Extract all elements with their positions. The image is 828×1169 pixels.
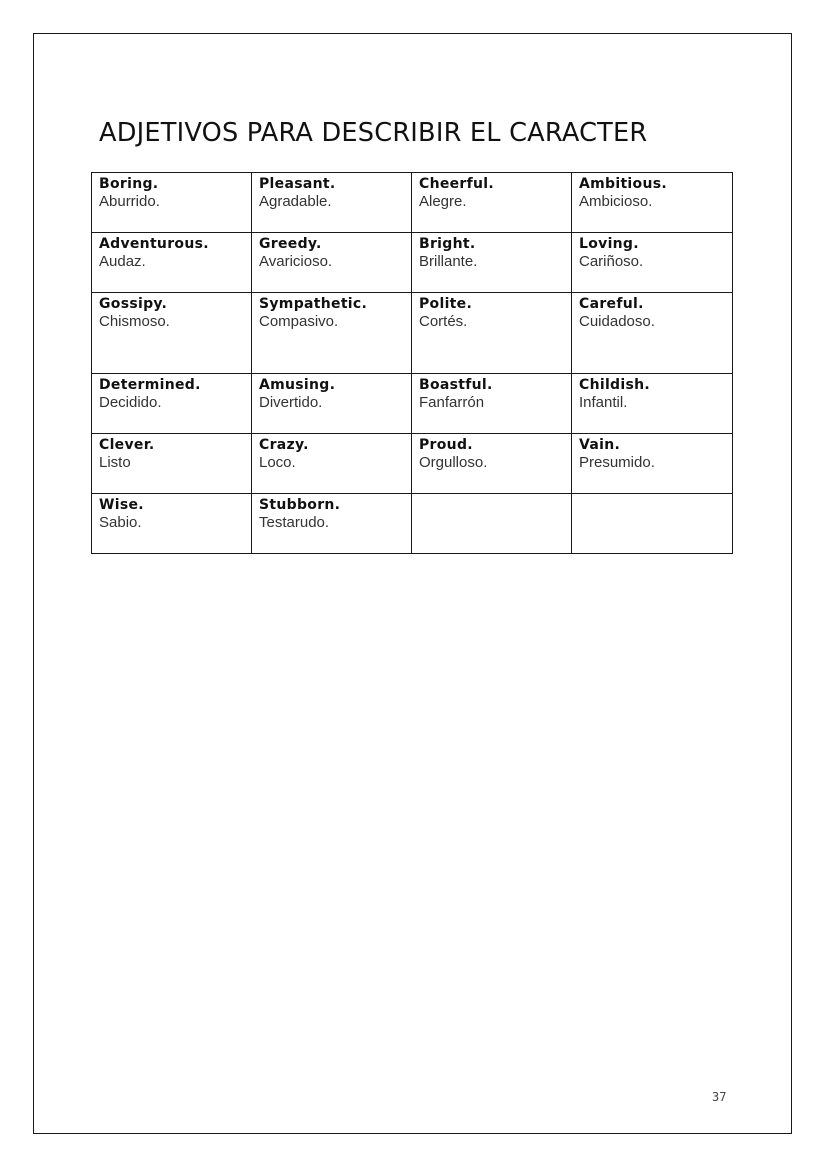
table-cell [92,374,252,434]
spanish-translation: Loco. [259,454,296,471]
table-cell [572,494,733,554]
spanish-translation: Ambicioso. [579,193,653,210]
english-adjective: Pleasant. [259,176,336,192]
spanish-translation: Divertido. [259,394,323,411]
spanish-translation: Alegre. [419,193,467,210]
spanish-translation: Cuidadoso. [579,313,655,330]
table-cell [412,494,572,554]
table-row [92,293,733,374]
table-cell [92,233,252,293]
spanish-translation: Aburrido. [99,193,160,210]
spanish-translation: Brillante. [419,253,478,270]
spanish-translation: Orgulloso. [419,454,488,471]
table-cell [92,293,252,374]
spanish-translation: Decidido. [99,394,162,411]
english-adjective: Gossipy. [99,296,168,312]
adjectives-table [91,172,733,554]
english-adjective: Cheerful. [419,176,495,192]
spanish-translation: Testarudo. [259,514,330,531]
spanish-translation: Cariñoso. [579,253,644,270]
english-adjective: Ambitious. [579,176,667,192]
table-row [92,173,733,233]
table-row [92,233,733,293]
table-row [92,434,733,494]
spanish-translation: Presumido. [579,454,655,471]
table-cell [252,374,412,434]
english-adjective: Boastful. [419,377,493,393]
table-cell [572,374,733,434]
english-adjective: Bright. [419,236,476,252]
table-cell [572,293,733,374]
table-cell [572,434,733,494]
table-cell [572,233,733,293]
english-adjective: Careful. [579,296,644,312]
spanish-translation: Avaricioso. [259,253,333,270]
english-adjective: Adventurous. [99,236,209,252]
english-adjective: Stubborn. [259,497,341,513]
english-adjective: Greedy. [259,236,322,252]
spanish-translation: Infantil. [579,394,628,411]
table-cell [252,494,412,554]
spanish-translation: Agradable. [259,193,332,210]
english-adjective: Proud. [419,437,473,453]
spanish-translation: Compasivo. [259,313,339,330]
spanish-translation: Chismoso. [99,313,170,330]
english-adjective: Wise. [99,497,144,513]
spanish-translation: Audaz. [99,253,146,270]
table-cell [92,494,252,554]
english-adjective: Polite. [419,296,473,312]
table-cell [412,434,572,494]
english-adjective: Childish. [579,377,650,393]
english-adjective: Clever. [99,437,155,453]
english-adjective: Loving. [579,236,639,252]
spanish-translation: Cortés. [419,313,468,330]
spanish-translation: Sabio. [99,514,142,531]
table-cell [412,173,572,233]
table-cell [252,434,412,494]
english-adjective: Amusing. [259,377,336,393]
spanish-translation: Listo [99,454,131,471]
english-adjective: Determined. [99,377,201,393]
table-cell [572,173,733,233]
table-row [92,494,733,554]
table-cell [252,293,412,374]
table-cell [92,434,252,494]
english-adjective: Crazy. [259,437,309,453]
table-cell [412,374,572,434]
table-cell [412,233,572,293]
page-title: ADJETIVOS PARA DESCRIBIR EL CARACTER [99,118,648,148]
english-adjective: Vain. [579,437,621,453]
spanish-translation: Fanfarrón [419,394,485,411]
table-cell [92,173,252,233]
english-adjective: Sympathetic. [259,296,368,312]
table-cell [252,233,412,293]
table-cell [412,293,572,374]
table-row [92,374,733,434]
page-number: 37 [712,1090,727,1104]
adjectives-table-body [92,173,733,554]
table-cell [252,173,412,233]
english-adjective: Boring. [99,176,159,192]
